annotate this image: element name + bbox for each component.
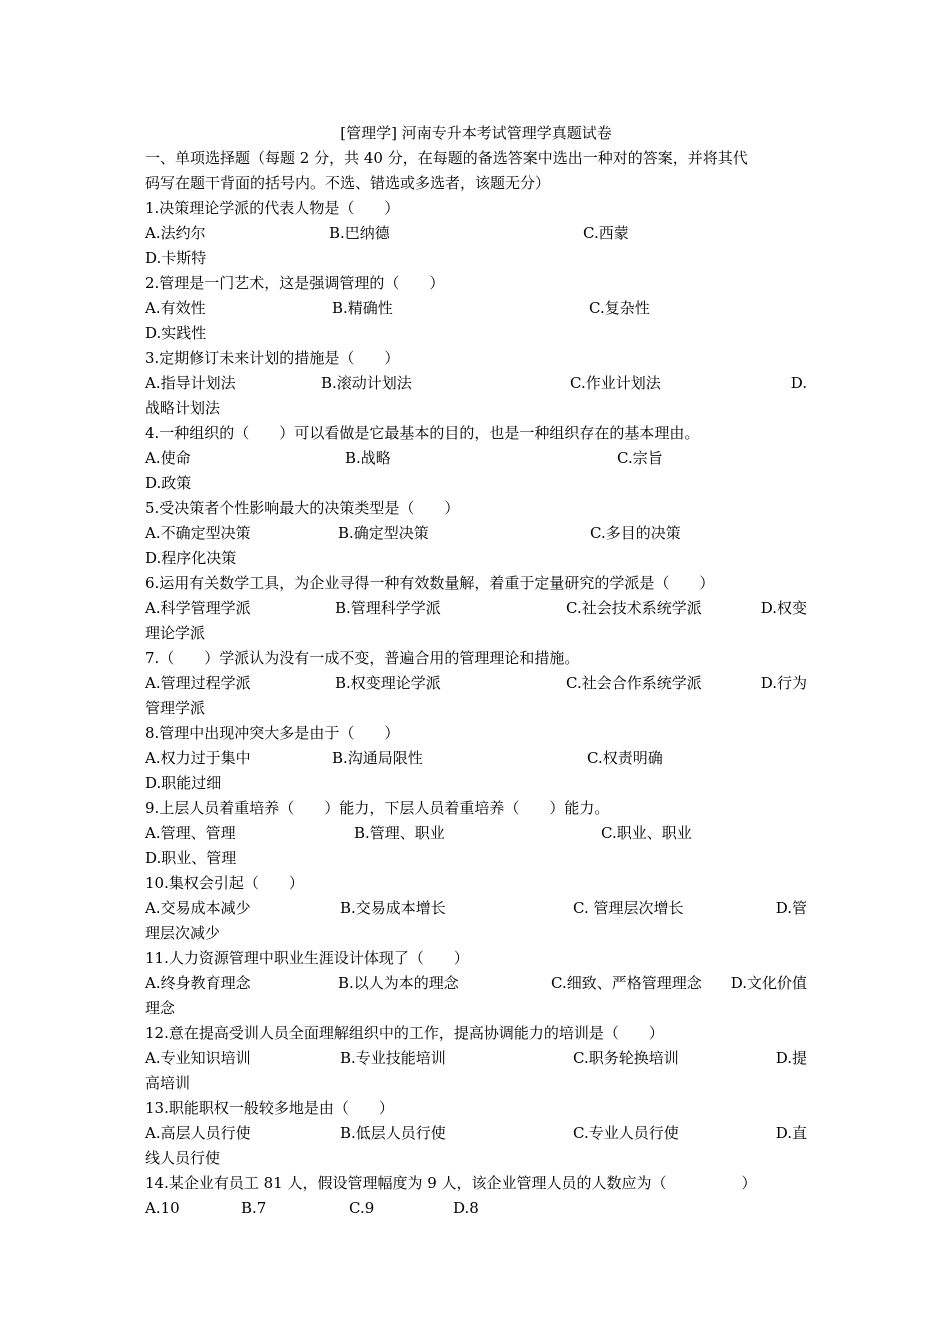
options-row	[145, 821, 807, 846]
option-d-continued: 理层次减少	[145, 924, 221, 942]
option-b: B.巴纳德	[329, 224, 390, 242]
question-stem: 10.集权会引起（ ）	[145, 874, 304, 892]
question-stem: 4.一种组织的（ ）可以看做是它最基本的目的，也是一种组织存在的基本理由。	[145, 424, 700, 442]
question-stem: 5.受决策者个性影响最大的决策类型是（ ）	[145, 499, 460, 517]
option-c: C.多目的决策	[590, 524, 681, 542]
option-b: B.管理、职业	[354, 824, 445, 842]
option-b: B.低层人员行使	[340, 1124, 446, 1142]
option-a: A.有效性	[145, 299, 206, 317]
option-d-continued: 理论学派	[145, 624, 206, 642]
option-c: C.西蒙	[583, 224, 629, 242]
option-a: A.科学管理学派	[145, 599, 251, 617]
option-d: D.职业、管理	[145, 849, 237, 867]
option-c: C.细致、严格管理理念	[551, 974, 702, 992]
option-d: D.直	[775, 1124, 807, 1142]
option-b: B.以人为本的理念	[338, 974, 459, 992]
option-c: C.社会合作系统学派	[566, 674, 702, 692]
option-b: B.确定型决策	[338, 524, 429, 542]
exam-title: [管理学] 河南专升本考试管理学真题试卷	[340, 124, 612, 142]
option-d: D.	[790, 374, 807, 392]
option-a: A.交易成本减少	[145, 899, 251, 917]
question-stem: 9.上层人员着重培养（ ）能力，下层人员着重培养（ ）能力。	[145, 799, 610, 817]
option-a: A.法约尔	[145, 224, 206, 242]
option-d-continued: 战略计划法	[145, 399, 221, 417]
option-c: C.专业人员行使	[573, 1124, 679, 1142]
option-d: D.政策	[145, 474, 192, 492]
option-a: A.专业知识培训	[145, 1049, 251, 1067]
option-b: B.交易成本增长	[340, 899, 446, 917]
option-c: C.社会技术系统学派	[566, 599, 702, 617]
question-stem: 6.运用有关数学工具，为企业寻得一种有效数量解，着重于定量研究的学派是（ ）	[145, 574, 715, 592]
option-d: D.文化价值	[730, 974, 807, 992]
options-row	[145, 371, 807, 396]
options-row	[145, 746, 807, 771]
options-row	[145, 1121, 807, 1146]
option-b: B.战略	[345, 449, 391, 467]
exam-document	[145, 121, 807, 1221]
option-d: D.提	[775, 1049, 807, 1067]
question-stem: 1.决策理论学派的代表人物是（ ）	[145, 199, 400, 217]
option-c: C.9	[349, 1199, 375, 1217]
question-stem: 12.意在提高受训人员全面理解组织中的工作，提高协调能力的培训是（ ）	[145, 1024, 664, 1042]
option-a: A.终身教育理念	[145, 974, 251, 992]
options-row	[145, 1196, 807, 1221]
option-b: B.权变理论学派	[335, 674, 441, 692]
option-a: A.管理过程学派	[145, 674, 251, 692]
question-stem: 11.人力资源管理中职业生涯设计体现了（ ）	[145, 949, 469, 967]
options-row	[145, 1046, 807, 1071]
options-row	[145, 521, 807, 546]
option-c: C.复杂性	[589, 299, 650, 317]
option-b: B.精确性	[332, 299, 393, 317]
option-b: B.7	[241, 1199, 267, 1217]
option-a: A.权力过于集中	[145, 749, 251, 767]
options-row	[145, 971, 807, 996]
option-c: C.作业计划法	[570, 374, 661, 392]
option-d-continued: 管理学派	[145, 699, 206, 717]
option-a: A.不确定型决策	[145, 524, 251, 542]
options-row	[145, 446, 807, 471]
question-stem: 2.管理是一门艺术，这是强调管理的（ ）	[145, 274, 445, 292]
options-row	[145, 671, 807, 696]
option-d: D.职能过细	[145, 774, 222, 792]
question-stem: 8.管理中出现冲突大多是由于（ ）	[145, 724, 400, 742]
option-a: A.高层人员行使	[145, 1124, 251, 1142]
option-c: C.宗旨	[617, 449, 663, 467]
options-row	[145, 296, 807, 321]
option-d: D.管	[775, 899, 807, 917]
question-stem: 7.（ ）学派认为没有一成不变，普遍合用的管理理论和措施。	[145, 649, 580, 667]
option-b: B.沟通局限性	[332, 749, 423, 767]
options-row	[145, 221, 807, 246]
options-row	[145, 596, 807, 621]
option-a: A.管理、管理	[145, 824, 236, 842]
options-row	[145, 896, 807, 921]
option-d: D.权变	[760, 599, 807, 617]
option-d: D.8	[453, 1199, 479, 1217]
question-stem: 3.定期修订未来计划的措施是（ ）	[145, 349, 400, 367]
option-b: B.滚动计划法	[321, 374, 412, 392]
option-a: A.使命	[145, 449, 191, 467]
question-stem: 14.某企业有员工 81 人，假设管理幅度为 9 人，该企业管理人员的人数应为（ ）	[145, 1174, 757, 1192]
option-b: B.管理科学学派	[335, 599, 441, 617]
option-a: A.指导计划法	[145, 374, 236, 392]
question-stem: 13.职能职权一般较多地是由（ ）	[145, 1099, 394, 1117]
option-c: C. 管理层次增长	[573, 899, 684, 917]
option-d-continued: 线人员行使	[145, 1149, 221, 1167]
option-c: C.职务轮换培训	[573, 1049, 679, 1067]
option-a: A.10	[145, 1199, 180, 1217]
option-d-continued: 高培训	[145, 1074, 191, 1092]
option-d: D.行为	[760, 674, 807, 692]
option-d: D.程序化决策	[145, 549, 237, 567]
option-c: C.权责明确	[587, 749, 663, 767]
option-c: C.职业、职业	[601, 824, 692, 842]
option-d: D.卡斯特	[145, 249, 207, 267]
option-b: B.专业技能培训	[340, 1049, 446, 1067]
section-instructions-line-1: 一、单项选择题（每题 2 分，共 40 分，在每题的备选答案中选出一种对的答案，并将其代	[145, 149, 748, 167]
option-d-continued: 理念	[145, 999, 176, 1017]
section-instructions-line-2: 码写在题干背面的括号内。不选、错选或多选者，该题无分）	[145, 174, 551, 192]
option-d: D.实践性	[145, 324, 207, 342]
